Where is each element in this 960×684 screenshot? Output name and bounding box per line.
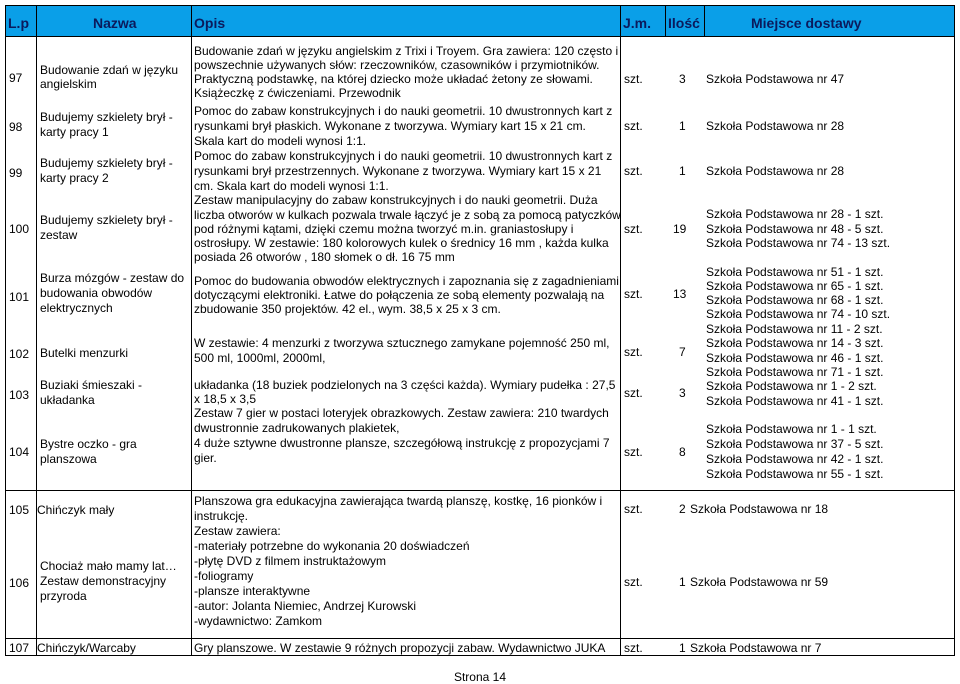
row-105-ilosc: 2 [679, 502, 686, 516]
grid-line [5, 638, 955, 639]
row-101-opis-1: Pomoc do budowania obwodów elektrycznych i zapoznania się z zagadnieniami [194, 274, 619, 288]
row-100-jm: szt. [624, 222, 643, 236]
row-102-miejsce-4: Szkoła Podstawowa nr 71 - 1 szt. [706, 365, 884, 379]
row-99-opis-1: Pomoc do zabaw konstrukcyjnych i do nauki geometrii. 10 dwustronnych kart z [194, 149, 613, 163]
row-99-nazwa-1: Budujemy szkielety brył - [40, 156, 173, 170]
row-107-miejsce-1: Szkoła Podstawowa nr 7 [690, 641, 822, 655]
row-105-miejsce-1: Szkoła Podstawowa nr 18 [690, 502, 829, 516]
row-101-miejsce-1: Szkoła Podstawowa nr 51 - 1 szt. [706, 265, 884, 279]
row-101-nazwa-2: budowania obwodów [40, 286, 153, 300]
grid-line [954, 5, 955, 656]
row-99-opis-3: cm. Skala kart do modeli wynosi 1:1. [194, 179, 389, 193]
row-102-jm: szt. [624, 345, 643, 359]
row-101-lp: 101 [9, 290, 30, 304]
row-107-ilosc: 1 [679, 641, 686, 655]
grid-line [5, 36, 955, 37]
row-102-lp: 102 [9, 347, 30, 361]
row-98-opis-3: Skala kart do modeli wynosi 1:1. [194, 134, 367, 148]
row-106-opis-5: -plansze interaktywne [194, 584, 311, 598]
row-104-opis-2: dwustronnie zadrukowanych plakietek, [194, 421, 400, 435]
row-100-opis-2: liczba otworów w kulkach pozwala trwale łączyć je z sobą za pomocą patyczków [194, 208, 621, 222]
row-97-nazwa-1: Budowanie zdań w języku [40, 63, 179, 77]
grid-line [5, 5, 6, 656]
row-104-opis-1: Zestaw 7 gier w postaci loteryjek obrazkowych. Zestaw zawiera: 210 twardych [194, 406, 609, 420]
row-98-lp: 98 [9, 120, 23, 134]
row-97-opis-1: Budowanie zdań w języku angielskim z Trixi i Troyem. Gra zawiera: 120 często i [194, 44, 619, 58]
row-101-ilosc: 13 [673, 287, 687, 301]
page-footer: Strona 14 [453, 670, 507, 684]
row-98-opis-2: rysunkami brył płaskich. Wykonane z tworzywa. Wymiary kart 15 x 21 cm. [194, 119, 586, 133]
header-opis: Opis [192, 6, 620, 36]
row-100-miejsce-2: Szkoła Podstawowa nr 48 - 5 szt. [706, 222, 884, 236]
row-104-nazwa-1: Bystre oczko - gra [40, 437, 137, 451]
row-107-nazwa-1: Chińczyk/Warcaby [37, 641, 136, 655]
row-102-opis-2: 500 ml, 1000ml, 2000ml, [194, 351, 326, 365]
row-99-jm: szt. [624, 164, 643, 178]
row-99-lp: 99 [9, 166, 23, 180]
row-97-miejsce-1: Szkoła Podstawowa nr 47 [706, 72, 845, 86]
row-102-miejsce-2: Szkoła Podstawowa nr 14 - 3 szt. [706, 336, 884, 350]
row-103-nazwa-1: Buziaki śmieszaki - [40, 378, 143, 392]
row-101-miejsce-2: Szkoła Podstawowa nr 65 - 1 szt. [706, 279, 884, 293]
header-lp: L.p [6, 6, 36, 36]
row-104-nazwa-2: planszowa [40, 452, 97, 466]
row-106-nazwa-1: Chociaż mało mamy lat… [40, 559, 177, 573]
row-106-miejsce-1: Szkoła Podstawowa nr 59 [690, 575, 829, 589]
grid-line [36, 5, 37, 656]
row-106-nazwa-2: Zestaw demonstracyjny [40, 574, 167, 588]
row-100-opis-4: ostrosłupy. W zestawie: 180 kolorowych kulek o średnicy 16 mm , każda kulka [194, 236, 609, 250]
row-106-opis-2: -materiały potrzebne do wykonania 20 doświadczeń [194, 539, 470, 553]
row-106-nazwa-3: przyroda [40, 589, 87, 603]
row-105-opis-1: Planszowa gra edukacyjna zawierająca twardą planszę, kostkę, 16 pionków i [194, 494, 603, 508]
row-101-nazwa-3: elektrycznych [40, 301, 113, 315]
row-101-opis-2: dotyczącymi elektroniki. Łatwe do połączenia ze sobą elementy pozwalają na [194, 288, 605, 302]
row-97-jm: szt. [624, 72, 643, 86]
row-101-miejsce-3: Szkoła Podstawowa nr 68 - 1 szt. [706, 293, 884, 307]
row-100-nazwa-2: zestaw [40, 228, 78, 242]
row-104-miejsce-3: Szkoła Podstawowa nr 42 - 1 szt. [706, 452, 884, 466]
header-jm: J.m. [621, 6, 665, 36]
row-107-jm: szt. [624, 641, 643, 655]
row-99-miejsce-1: Szkoła Podstawowa nr 28 [706, 164, 845, 178]
row-104-miejsce-1: Szkoła Podstawowa nr 1 - 1 szt. [706, 422, 877, 436]
row-106-opis-3: -płytę DVD z filmem instruktażowym [194, 554, 387, 568]
row-99-nazwa-2: karty pracy 2 [40, 171, 109, 185]
row-97-ilosc: 3 [679, 72, 686, 86]
row-100-miejsce-3: Szkoła Podstawowa nr 74 - 13 szt. [706, 236, 891, 250]
row-103-lp: 103 [9, 388, 30, 402]
row-102-opis-1: W zestawie: 4 menzurki z tworzywa sztucznego zamykane pojemność 250 ml, [194, 336, 610, 350]
row-97-opis-4: Książeczkę z ćwiczeniami. Przewodnik [194, 86, 401, 100]
row-102-miejsce-1: Szkoła Podstawowa nr 11 - 2 szt. [706, 322, 883, 336]
row-97-nazwa-2: angielskim [40, 77, 97, 91]
row-102-nazwa-1: Butelki menzurki [40, 346, 129, 360]
row-101-opis-3: zbudowanie 350 projektów. 42 el., wym. 38,5 x 25 x 3 cm. [194, 302, 501, 316]
row-100-miejsce-1: Szkoła Podstawowa nr 28 - 1 szt. [706, 207, 884, 221]
row-100-opis-1: Zestaw manipulacyjny do zabaw konstrukcyjnych i do nauki geometrii. Duża [194, 193, 598, 207]
row-97-lp: 97 [9, 71, 23, 85]
row-103-opis-1: układanka (18 buziek podzielonych na 3 części każda). Wymiary pudełka : 27,5 [194, 378, 616, 392]
row-106-jm: szt. [624, 575, 643, 589]
row-97-opis-3: Praktyczną podstawkę, na której dziecko może układać żetony ze słowami. [194, 72, 593, 86]
grid-line [5, 655, 955, 656]
header-miejsce: Miejsce dostawy [705, 6, 954, 36]
row-104-opis-4: gier. [194, 451, 217, 465]
row-100-lp: 100 [9, 222, 30, 236]
row-98-miejsce-1: Szkoła Podstawowa nr 28 [706, 119, 845, 133]
row-105-lp: 105 [9, 503, 30, 517]
row-98-nazwa-1: Budujemy szkielety brył - [40, 110, 173, 124]
row-105-jm: szt. [624, 502, 643, 516]
row-103-ilosc: 3 [679, 386, 686, 400]
row-99-opis-2: rysunkami brył przestrzennych. Wykonane z tworzywa. Wymiary kart 15 x 21 [194, 164, 602, 178]
row-104-ilosc: 8 [679, 445, 686, 459]
row-101-miejsce-4: Szkoła Podstawowa nr 74 - 10 szt. [706, 307, 891, 321]
grid-line [665, 5, 666, 37]
row-98-opis-1: Pomoc do zabaw konstrukcyjnych i do nauki geometrii. 10 dwustronnych kart z [194, 104, 613, 118]
row-103-miejsce-2: Szkoła Podstawowa nr 41 - 1 szt. [706, 394, 884, 408]
header-ilosc: Ilość [666, 6, 704, 36]
row-103-opis-2: x 18,5 x 3,5 [194, 392, 257, 406]
row-100-opis-3: pod różnymi kątami, dzięki czemu można tworzyć m.in. graniastosłupy i [194, 222, 574, 236]
row-100-nazwa-1: Budujemy szkielety brył - [40, 213, 173, 227]
row-100-ilosc: 19 [673, 222, 687, 236]
grid-line [5, 490, 955, 491]
row-102-miejsce-3: Szkoła Podstawowa nr 46 - 1 szt. [706, 351, 884, 365]
row-101-nazwa-1: Burza mózgów - zestaw do [40, 271, 185, 285]
row-103-miejsce-1: Szkoła Podstawowa nr 1 - 2 szt. [706, 379, 877, 393]
row-107-lp: 107 [9, 641, 30, 655]
header-nazwa: Nazwa [37, 6, 191, 36]
row-106-lp: 106 [9, 576, 30, 590]
row-104-opis-3: 4 duże sztywne dwustronne plansze, szczegółową instrukcję z propozycjami 7 [194, 436, 610, 450]
row-98-nazwa-2: karty pracy 1 [40, 125, 109, 139]
row-104-jm: szt. [624, 445, 643, 459]
row-107-opis-1: Gry planszowe. W zestawie 9 różnych propozycji zabaw. Wydawnictwo JUKA [194, 641, 606, 655]
row-102-ilosc: 7 [679, 345, 686, 359]
row-106-opis-4: -foliogramy [194, 569, 254, 583]
row-97-opis-2: powszechnie używanych słów: rzeczowników, czasowników i przymiotników. [194, 58, 600, 72]
grid-line [704, 5, 705, 37]
row-104-miejsce-2: Szkoła Podstawowa nr 37 - 5 szt. [706, 437, 884, 451]
row-103-jm: szt. [624, 386, 643, 400]
row-98-ilosc: 1 [679, 119, 686, 133]
row-105-nazwa-1: Chińczyk mały [37, 503, 115, 517]
grid-line [5, 5, 955, 6]
row-106-opis-1: Zestaw zawiera: [194, 524, 281, 538]
grid-line [620, 5, 621, 656]
row-98-jm: szt. [624, 119, 643, 133]
row-99-ilosc: 1 [679, 164, 686, 178]
row-106-ilosc: 1 [679, 575, 686, 589]
row-105-opis-2: instrukcję. [194, 509, 249, 523]
row-101-jm: szt. [624, 287, 643, 301]
row-106-opis-6: -autor: Jolanta Niemiec, Andrzej Kurowski [194, 599, 417, 613]
row-106-opis-7: -wydawnictwo: Zamkom [194, 614, 323, 628]
row-104-miejsce-4: Szkoła Podstawowa nr 55 - 1 szt. [706, 467, 884, 481]
row-100-opis-5: posiada 26 otworów , 180 słomek o dł. 16 75 mm [194, 250, 455, 264]
row-104-lp: 104 [9, 445, 30, 459]
grid-line [191, 5, 192, 656]
row-103-nazwa-2: układanka [40, 393, 95, 407]
